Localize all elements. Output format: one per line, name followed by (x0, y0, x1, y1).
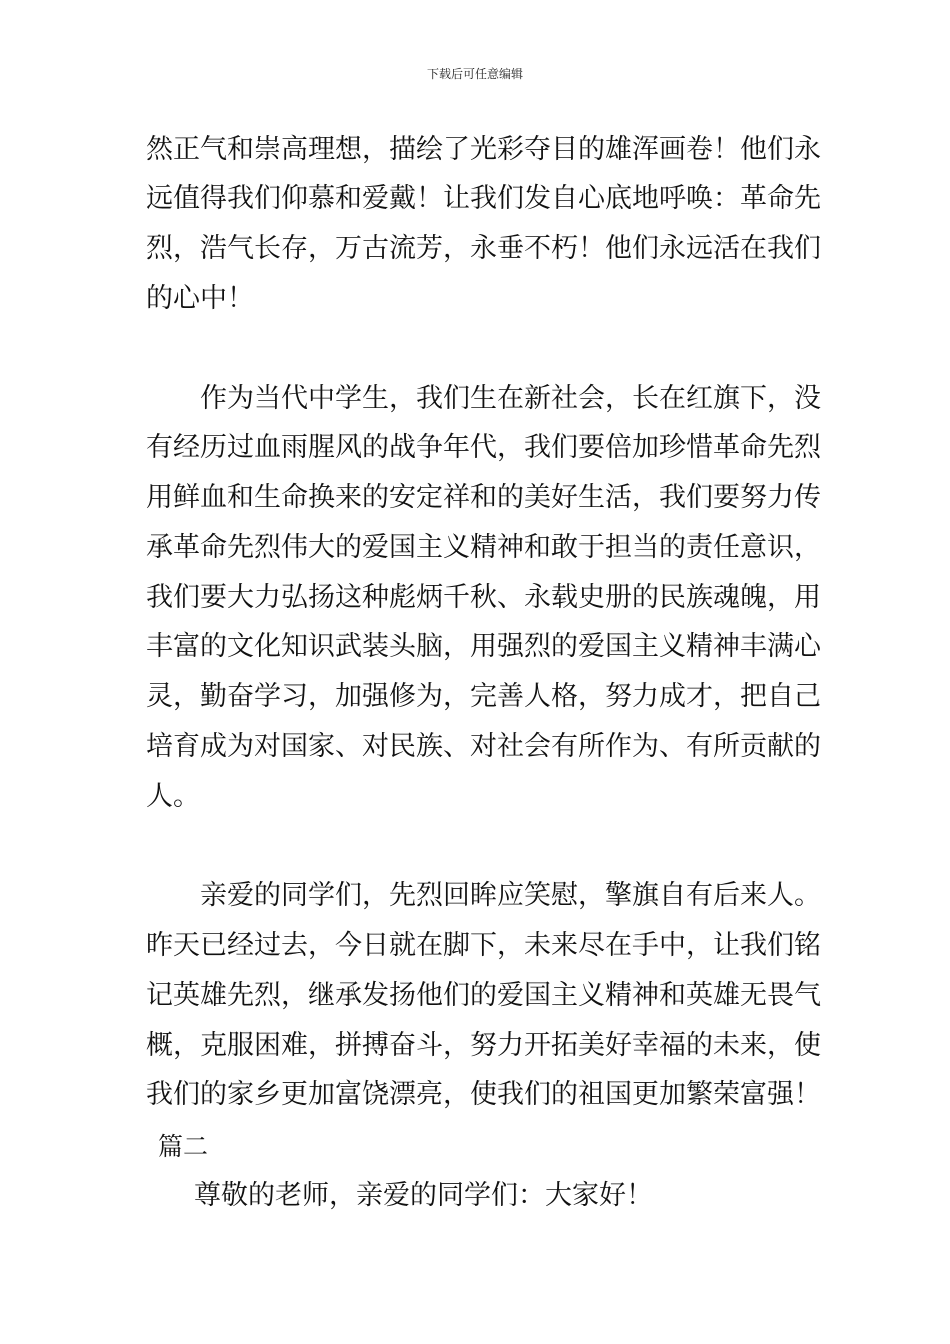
paragraph-2-line-6: 丰富的文化知识武装头脑，用强烈的爱国主义精神丰满心 (146, 631, 821, 662)
paragraph-1-line-3: 烈，浩气长存，万古流芳，永垂不朽！他们永远活在我们 (146, 233, 821, 264)
paragraph-1-line-4: 的心中！ (146, 283, 254, 314)
paragraph-2-line-3: 用鲜血和生命换来的安定祥和的美好生活，我们要努力传 (146, 482, 821, 513)
paragraph-3-line-5: 我们的家乡更加富饶漂亮，使我们的祖国更加繁荣富强！ (146, 1079, 821, 1110)
section-heading: 篇二 (158, 1132, 209, 1161)
paragraph-1-line-1: 然正气和崇高理想，描绘了光彩夺目的雄浑画卷！他们永 (146, 134, 821, 165)
paragraph-3-line-1: 亲爱的同学们，先烈回眸应笑慰，擎旗自有后来人。 (200, 880, 821, 911)
paragraph-2-line-8: 培育成为对国家、对民族、对社会有所作为、有所贡献的 (146, 731, 821, 762)
paragraph-2-line-9: 人。 (146, 781, 200, 812)
greeting-line: 尊敬的老师，亲爱的同学们：大家好！ (194, 1180, 653, 1211)
paragraph-3-line-3: 记英雄先烈，继承发扬他们的爱国主义精神和英雄无畏气 (146, 980, 821, 1011)
paragraph-2-line-1: 作为当代中学生，我们生在新社会，长在红旗下，没 (200, 383, 821, 414)
paragraph-2-line-7: 灵，勤奋学习，加强修为，完善人格，努力成才，把自己 (146, 681, 821, 712)
paragraph-1-line-2: 远值得我们仰慕和爱戴！让我们发自心底地呼唤：革命先 (146, 183, 821, 214)
paragraph-3-line-4: 概，克服困难，拼搏奋斗，努力开拓美好幸福的未来，使 (146, 1030, 821, 1061)
paragraph-3-line-2: 昨天已经过去，今日就在脚下，未来尽在手中，让我们铭 (146, 930, 821, 961)
paragraph-2-line-2: 有经历过血雨腥风的战争年代，我们要倍加珍惜革命先烈 (146, 432, 821, 463)
paragraph-2-line-4: 承革命先烈伟大的爱国主义精神和敢于担当的责任意识， (146, 532, 821, 563)
page-header: 下载后可任意编辑 (426, 67, 523, 81)
paragraph-2-line-5: 我们要大力弘扬这种彪炳千秋、永载史册的民族魂魄，用 (146, 582, 821, 613)
